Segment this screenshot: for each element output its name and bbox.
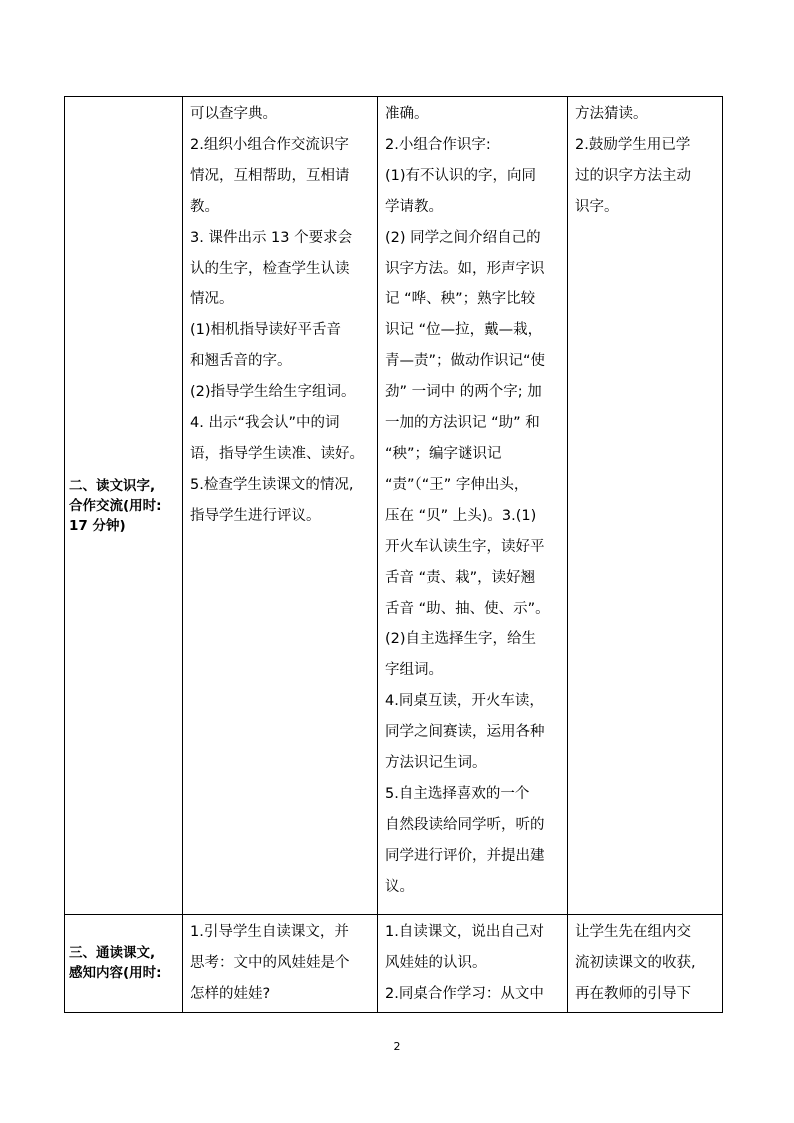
- cell-text-line: 可以查字典。: [190, 106, 277, 122]
- cell-text-line: 情况，互相帮助，互相请: [190, 167, 350, 184]
- cell-text-line: 压在 “贝” 上头)。3.(1): [385, 507, 537, 524]
- cell-text-line: 和翘舌音的字。: [190, 353, 292, 370]
- cell-text-line: 风娃娃的认识。: [385, 954, 487, 971]
- cell-text-line: 指导学生进行评议。: [190, 507, 321, 524]
- cell-text-line: 流初读课文的收获,: [575, 954, 696, 971]
- cell-text-line: 字组词。: [385, 662, 443, 679]
- cell-text-line: 方法识记生词。: [385, 755, 487, 772]
- cell-text-line: 学请教。: [385, 198, 443, 215]
- stage-cell: [65, 915, 183, 1013]
- cell-text-line: 1.自读课文，说出自己对: [385, 924, 544, 940]
- cell-text-line: 4. 出示“我会认”中的词: [190, 415, 340, 432]
- cell-text-line: “秧”；编字谜识记: [385, 445, 502, 462]
- cell-text-line: 2.同桌合作学习：从文中: [385, 985, 544, 1002]
- cell-text-line: 3. 课件出示 13 个要求会: [190, 229, 353, 246]
- cell-text-line: 4.同桌互读，开火车读，: [385, 693, 544, 710]
- table-body: [65, 97, 723, 1013]
- cell-text-line: (2) 同学之间介绍自己的: [385, 229, 541, 246]
- cell-text-line: 同学之间赛读，运用各种: [385, 724, 545, 741]
- cell-text-line: 三、通读课文,: [69, 945, 156, 962]
- cell-text-line: 青—责”；做动作识记“使: [385, 353, 546, 370]
- cell-text-line: 感知内容(用时:: [69, 965, 162, 982]
- cell-text-line: 认的生字，检查学生认读: [190, 260, 350, 277]
- cell-text-line: (1)相机指导读好平舌音: [190, 322, 342, 339]
- cell-text-line: 二、读文识字,: [69, 477, 156, 494]
- cell-text-line: 教。: [190, 198, 219, 215]
- cell-text-line: 合作交流(用时:: [69, 497, 162, 514]
- cell-text-line: “责”（“王” 字伸出头，: [385, 476, 529, 493]
- design-intent-cell: [568, 915, 723, 1013]
- cell-text-line: 5.检查学生读课文的情况,: [190, 476, 354, 493]
- cell-text-line: (2)自主选择生字，给生: [385, 631, 537, 648]
- student-activity-cell: [378, 915, 568, 1013]
- lesson-plan-table: [64, 96, 723, 1013]
- cell-text-line: 2.组织小组合作交流识字: [190, 136, 349, 153]
- cell-text-line: 17 分钟): [69, 517, 126, 534]
- cell-text-line: 舌音 “责、栽”，读好翘: [385, 569, 536, 586]
- cell-text-line: 识字。: [575, 198, 619, 215]
- student-activity-cell: [378, 97, 568, 915]
- cell-text-line: 情况。: [190, 291, 234, 308]
- cell-text-line: 2.小组合作识字:: [385, 136, 491, 153]
- cell-text-line: 识记 “位—拉，戴—栽，: [385, 322, 543, 339]
- cell-text-line: 识字方法。如，形声字识: [385, 260, 545, 277]
- cell-text-line: 舌音 “助、抽、使、示”。: [385, 600, 550, 617]
- teacher-activity-cell: [183, 97, 378, 915]
- cell-text-line: 怎样的娃娃?: [190, 985, 271, 1002]
- cell-text-line: 1.引导学生自读课文，并: [190, 924, 349, 940]
- cell-text-line: 记 “哗、秧”；熟字比较: [385, 291, 536, 308]
- cell-text-line: 一加的方法识记 “助” 和: [385, 415, 540, 432]
- cell-text-line: 议。: [385, 878, 414, 895]
- page-number: 2: [393, 1040, 401, 1053]
- cell-text-line: 2.鼓励学生用已学: [575, 136, 691, 153]
- cell-text-line: (2)指导学生给生字组词。: [190, 384, 356, 401]
- cell-text-line: 准确。: [385, 106, 429, 122]
- cell-text-line: 5.自主选择喜欢的一个: [385, 785, 530, 802]
- stage-cell: [65, 97, 183, 915]
- cell-text-line: (1)有不认识的字，向同: [385, 167, 537, 184]
- cell-text-line: 再在教师的引导下: [575, 985, 691, 1002]
- teacher-activity-cell: [183, 915, 378, 1013]
- cell-text-line: 方法猜读。: [575, 106, 648, 122]
- cell-text-line: 自然段读给同学听，听的: [385, 816, 545, 833]
- cell-text-line: 劲” 一词中 的两个字; 加: [385, 384, 542, 401]
- cell-text-line: 同学进行评价，并提出建: [385, 847, 545, 864]
- cell-text-line: 开火车认读生字，读好平: [385, 538, 545, 555]
- cell-text-line: 过的识字方法主动: [575, 167, 691, 184]
- table-row: [65, 97, 723, 915]
- cell-text-line: 语，指导学生读准、读好。: [190, 445, 364, 462]
- cell-text-line: 让学生先在组内交: [575, 924, 691, 940]
- design-intent-cell: [568, 97, 723, 915]
- cell-text-line: 思考：文中的风娃娃是个: [190, 954, 350, 971]
- table-row: [65, 915, 723, 1013]
